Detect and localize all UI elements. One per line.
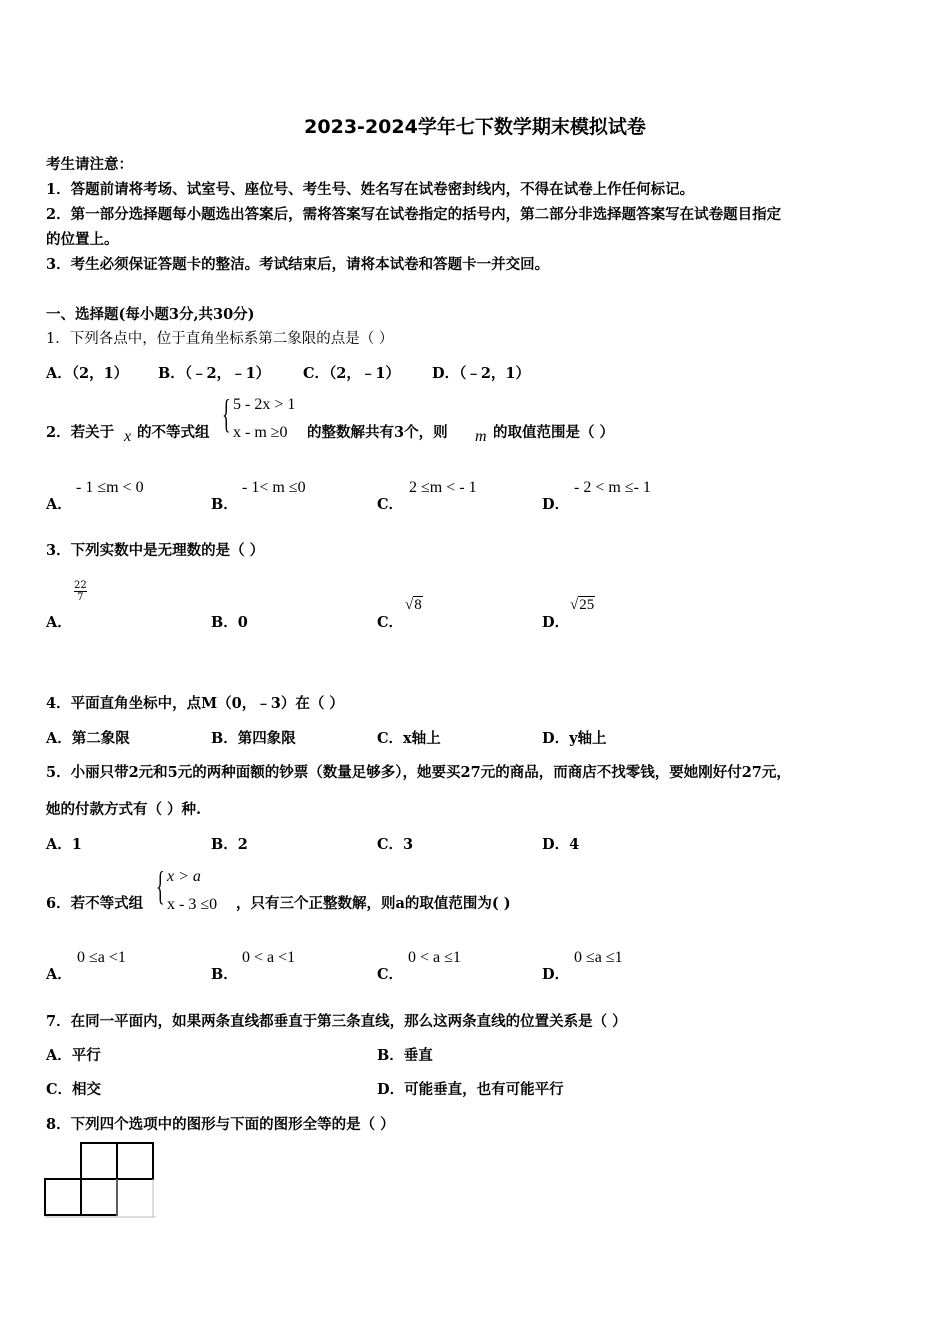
q8-figure-square-bottom-2 (81, 1179, 117, 1215)
q3-fraction-denominator: 7 (74, 591, 87, 603)
q4-stem: 4．平面直角坐标中，点M（0，﹣3）在（ ） (46, 695, 344, 712)
q7-option-d: D．可能垂直，也有可能平行 (377, 1081, 564, 1098)
q7-option-a: A．平行 (46, 1047, 101, 1064)
q3-sqrt-c-radicand: 8 (414, 597, 422, 613)
q8-stem: 8．下列四个选项中的图形与下面的图形全等的是（ ） (46, 1116, 395, 1133)
q3-option-c-sqrt: √8 (405, 597, 422, 613)
q3-label-d: D． (542, 614, 570, 631)
q6-system-line2: x - 3 ≤0 (167, 896, 218, 913)
q6-option-d: 0 ≤a ≤1 (574, 949, 623, 966)
q7-option-c: C．相交 (46, 1081, 102, 1098)
q2-var-m: m (475, 428, 487, 445)
q2-system-line2: x - m ≥0 (233, 424, 288, 441)
q5-option-a: A．1 (46, 836, 82, 853)
notice-item-2-cont: 的位置上。 (46, 231, 119, 248)
q2-stem-tail: 的取值范围是（ ） (493, 424, 615, 441)
q5-stem-line2: 她的付款方式有（ ）种. (46, 801, 202, 818)
q2-label-d: D． (542, 496, 570, 513)
q7-option-b: B．垂直 (377, 1047, 433, 1064)
q2-option-a: - 1 ≤m < 0 (76, 479, 144, 496)
q8-figure-square-bottom-1 (45, 1179, 81, 1215)
q5-option-c: C．3 (377, 836, 414, 853)
q4-option-a: A．第二象限 (46, 730, 130, 747)
q7-stem: 7．在同一平面内，如果两条直线都垂直于第三条直线，那么这两条直线的位置关系是（ ） (46, 1013, 627, 1030)
q8-grid-figure (44, 1141, 158, 1221)
q2-brace: { (222, 391, 231, 436)
q6-option-c: 0 < a ≤1 (408, 949, 461, 966)
q6-label-a: A． (46, 966, 72, 983)
q6-system-line1: x > a (167, 868, 201, 885)
q3-stem: 3．下列实数中是无理数的是（ ） (46, 542, 265, 559)
q2-label-a: A． (46, 496, 72, 513)
q3-option-a-fraction (74, 580, 87, 603)
q6-option-b: 0 < a <1 (242, 949, 296, 966)
q1-option-d: D．（﹣2，1） (432, 365, 531, 382)
notice-item-3: 3．考生必须保证答题卡的整洁。考试结束后，请将本试卷和答题卡一并交回。 (46, 256, 550, 273)
q2-system-line1: 5 - 2x > 1 (233, 396, 296, 413)
q2-var-x: x (124, 428, 132, 445)
q6-label-c: C． (377, 966, 404, 983)
q3-label-c: C． (377, 614, 404, 631)
q8-figure-square-top-1 (81, 1143, 117, 1179)
q3-option-b: B．0 (211, 614, 248, 631)
q3-label-a: A． (46, 614, 72, 631)
q1-option-c: C．（2，﹣1） (303, 365, 400, 382)
q2-stem-post: 的整数解共有3个，则 (307, 424, 448, 441)
q6-label-b: B． (211, 966, 238, 983)
q6-stem-pre: 6．若不等式组 (46, 895, 144, 912)
q3-sqrt-d-radicand: 25 (579, 597, 595, 613)
q2-stem-mid: 的不等式组 (137, 424, 210, 441)
q2-label-b: B． (211, 496, 238, 513)
q4-option-c: C．x轴上 (377, 730, 441, 747)
q6-brace: { (156, 863, 165, 908)
q6-label-d: D． (542, 966, 570, 983)
q1-stem: 1．下列各点中，位于直角坐标系第二象限的点是（ ） (46, 331, 394, 347)
page-title: 2023-2024学年七下数学期末模拟试卷 (304, 116, 646, 138)
q5-option-b: B．2 (211, 836, 248, 853)
q5-option-d: D．4 (542, 836, 580, 853)
q2-option-b: - 1< m ≤0 (242, 479, 306, 496)
notice-heading: 考生请注意： (46, 156, 133, 173)
notice-item-2: 2．第一部分选择题每小题选出答案后，需将答案写在试卷指定的括号内，第二部分非选择题答案写在试卷题目指定 (46, 206, 782, 223)
q6-option-a: 0 ≤a <1 (77, 949, 126, 966)
q4-option-b: B．第四象限 (211, 730, 296, 747)
q5-stem-line1: 5．小丽只带2元和5元的两种面额的钞票（数量足够多），她要买27元的商品，而商店不找零钱，要她刚好付27元， (46, 764, 791, 781)
q4-option-d: D．y轴上 (542, 730, 607, 747)
q3-option-d-sqrt: √25 (570, 597, 595, 613)
q2-stem-pre: 2．若关于 (46, 424, 115, 441)
q8-figure-square-top-2 (117, 1143, 153, 1179)
q2-option-d: - 2 < m ≤- 1 (574, 479, 651, 496)
q1-option-b: B．（﹣2，﹣1） (158, 365, 271, 382)
q3-fraction-numerator: 22 (74, 580, 87, 591)
q1-option-a: A．（2，1） (46, 365, 129, 382)
q2-option-c: 2 ≤m < - 1 (409, 479, 477, 496)
section-heading: 一、选择题(每小题3分,共30分) (46, 306, 255, 323)
q2-label-c: C． (377, 496, 404, 513)
notice-item-1: 1．答题前请将考场、试室号、座位号、考生号、姓名写在试卷密封线内，不得在试卷上作任何标记。 (46, 181, 695, 198)
q6-stem-post: ，只有三个正整数解，则a的取值范围为( ) (236, 895, 511, 912)
